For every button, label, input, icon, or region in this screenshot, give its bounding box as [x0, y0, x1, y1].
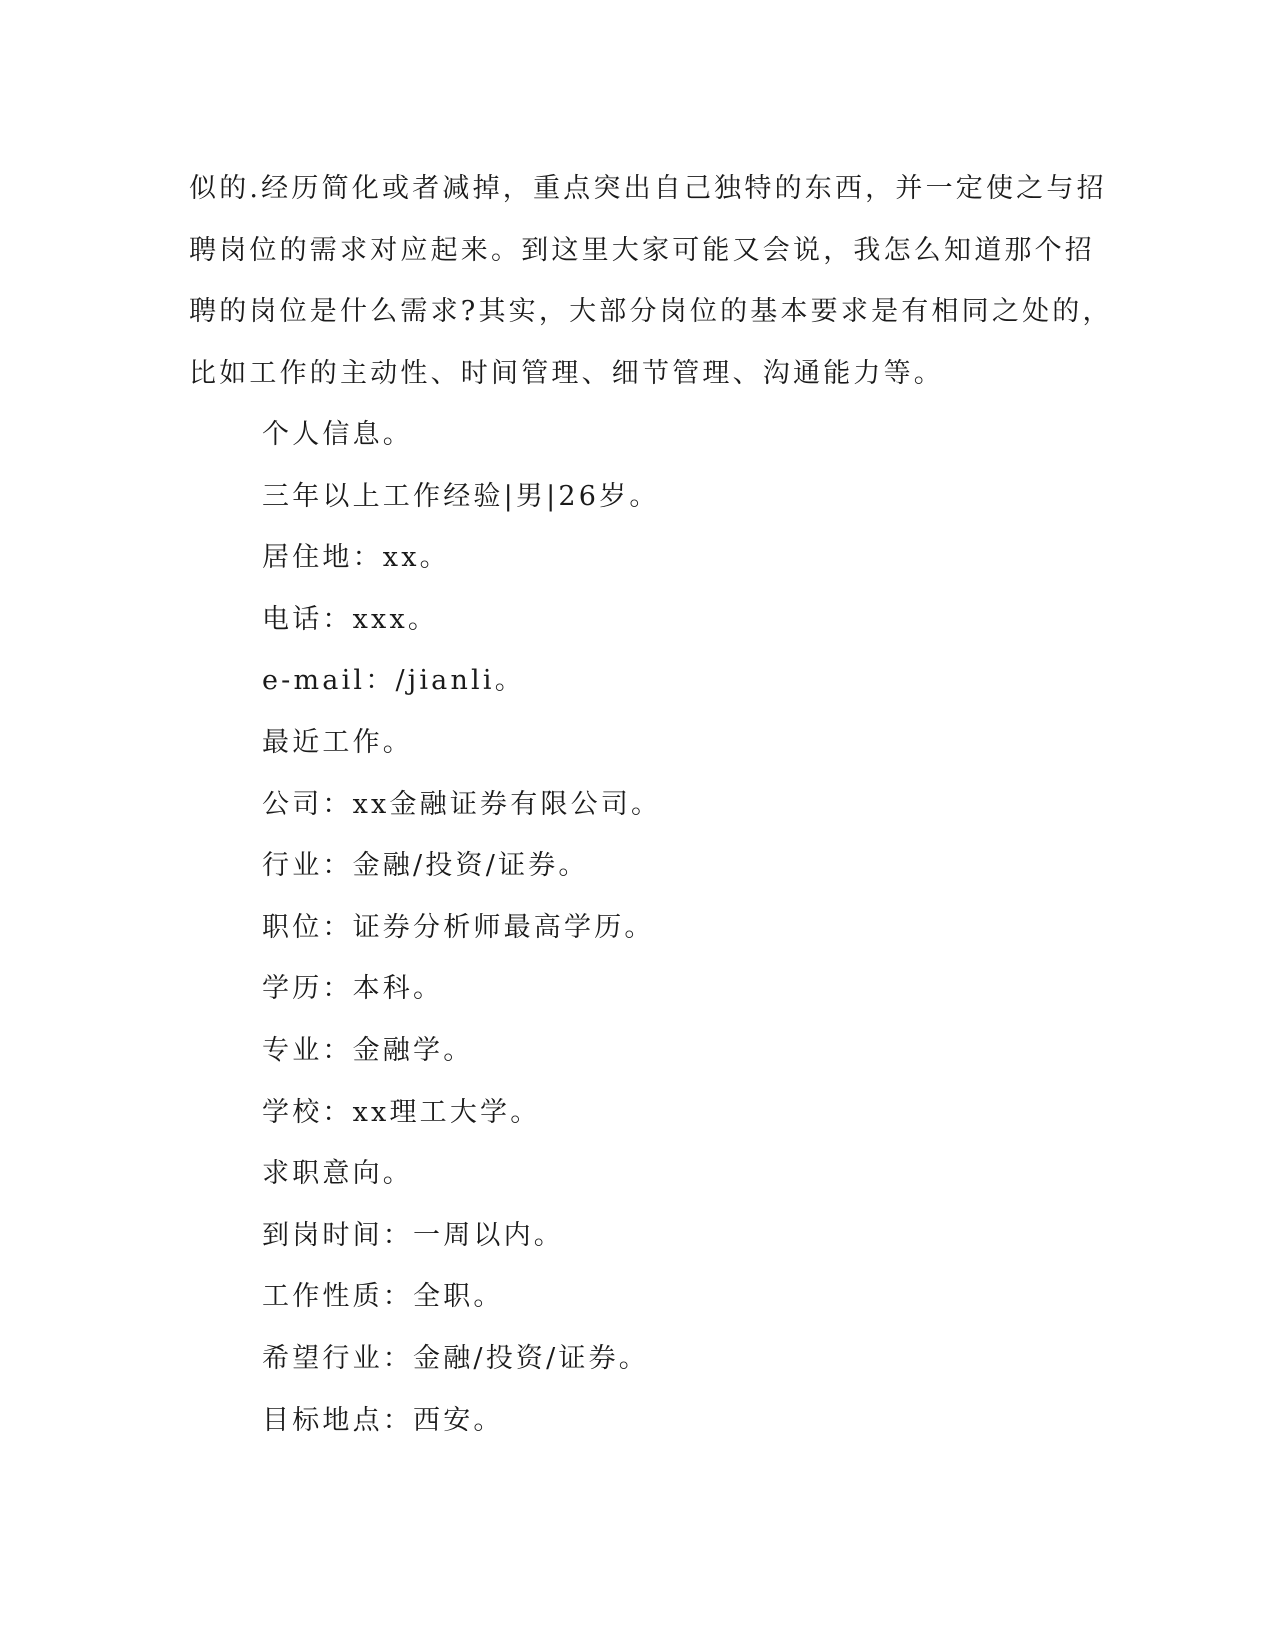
section-heading-job-intention: 求职意向。 — [262, 1158, 413, 1190]
desired-industry-field: 希望行业：金融/投资/证券。 — [262, 1342, 649, 1374]
email-field: e-mail：/jianli。 — [262, 665, 525, 697]
document-body — [189, 158, 1113, 1451]
intro-paragraph — [189, 158, 1113, 404]
education-field: 学历：本科。 — [262, 973, 444, 1005]
section-heading-personal-info: 个人信息。 — [262, 419, 413, 450]
target-location-field: 目标地点：西安。 — [262, 1404, 504, 1436]
section-heading-recent-work: 最近工作。 — [262, 726, 413, 758]
start-time-field: 到岗时间：一周以内。 — [262, 1219, 564, 1251]
paragraph-line: 聘岗位的需求对应起来。到这里大家可能又会说，我怎么知道那个招 — [189, 234, 1095, 266]
job-type-field: 工作性质：全职。 — [262, 1281, 504, 1313]
paragraph-line: 比如工作的主动性、时间管理、细节管理、沟通能力等。 — [189, 357, 944, 389]
position-field: 职位：证券分析师最高学历。 — [262, 911, 655, 943]
paragraph-line: 似的.经历简化或者减掉，重点突出自己独特的东西，并一定使之与招 — [189, 173, 1107, 204]
major-field: 专业：金融学。 — [262, 1034, 474, 1066]
resume-list — [189, 404, 1069, 1451]
school-field: 学校：xx理工大学。 — [262, 1096, 541, 1128]
phone-field: 电话：xxx。 — [262, 603, 439, 635]
industry-field: 行业：金融/投资/证券。 — [262, 850, 589, 882]
paragraph-line: 聘的岗位是什么需求?其实，大部分岗位的基本要求是有相同之处的， — [189, 296, 1113, 327]
company-field: 公司：xx金融证券有限公司。 — [262, 788, 662, 820]
residence-field: 居住地：xx。 — [262, 542, 450, 574]
experience-gender-age: 三年以上工作经验|男|26岁。 — [262, 480, 660, 512]
